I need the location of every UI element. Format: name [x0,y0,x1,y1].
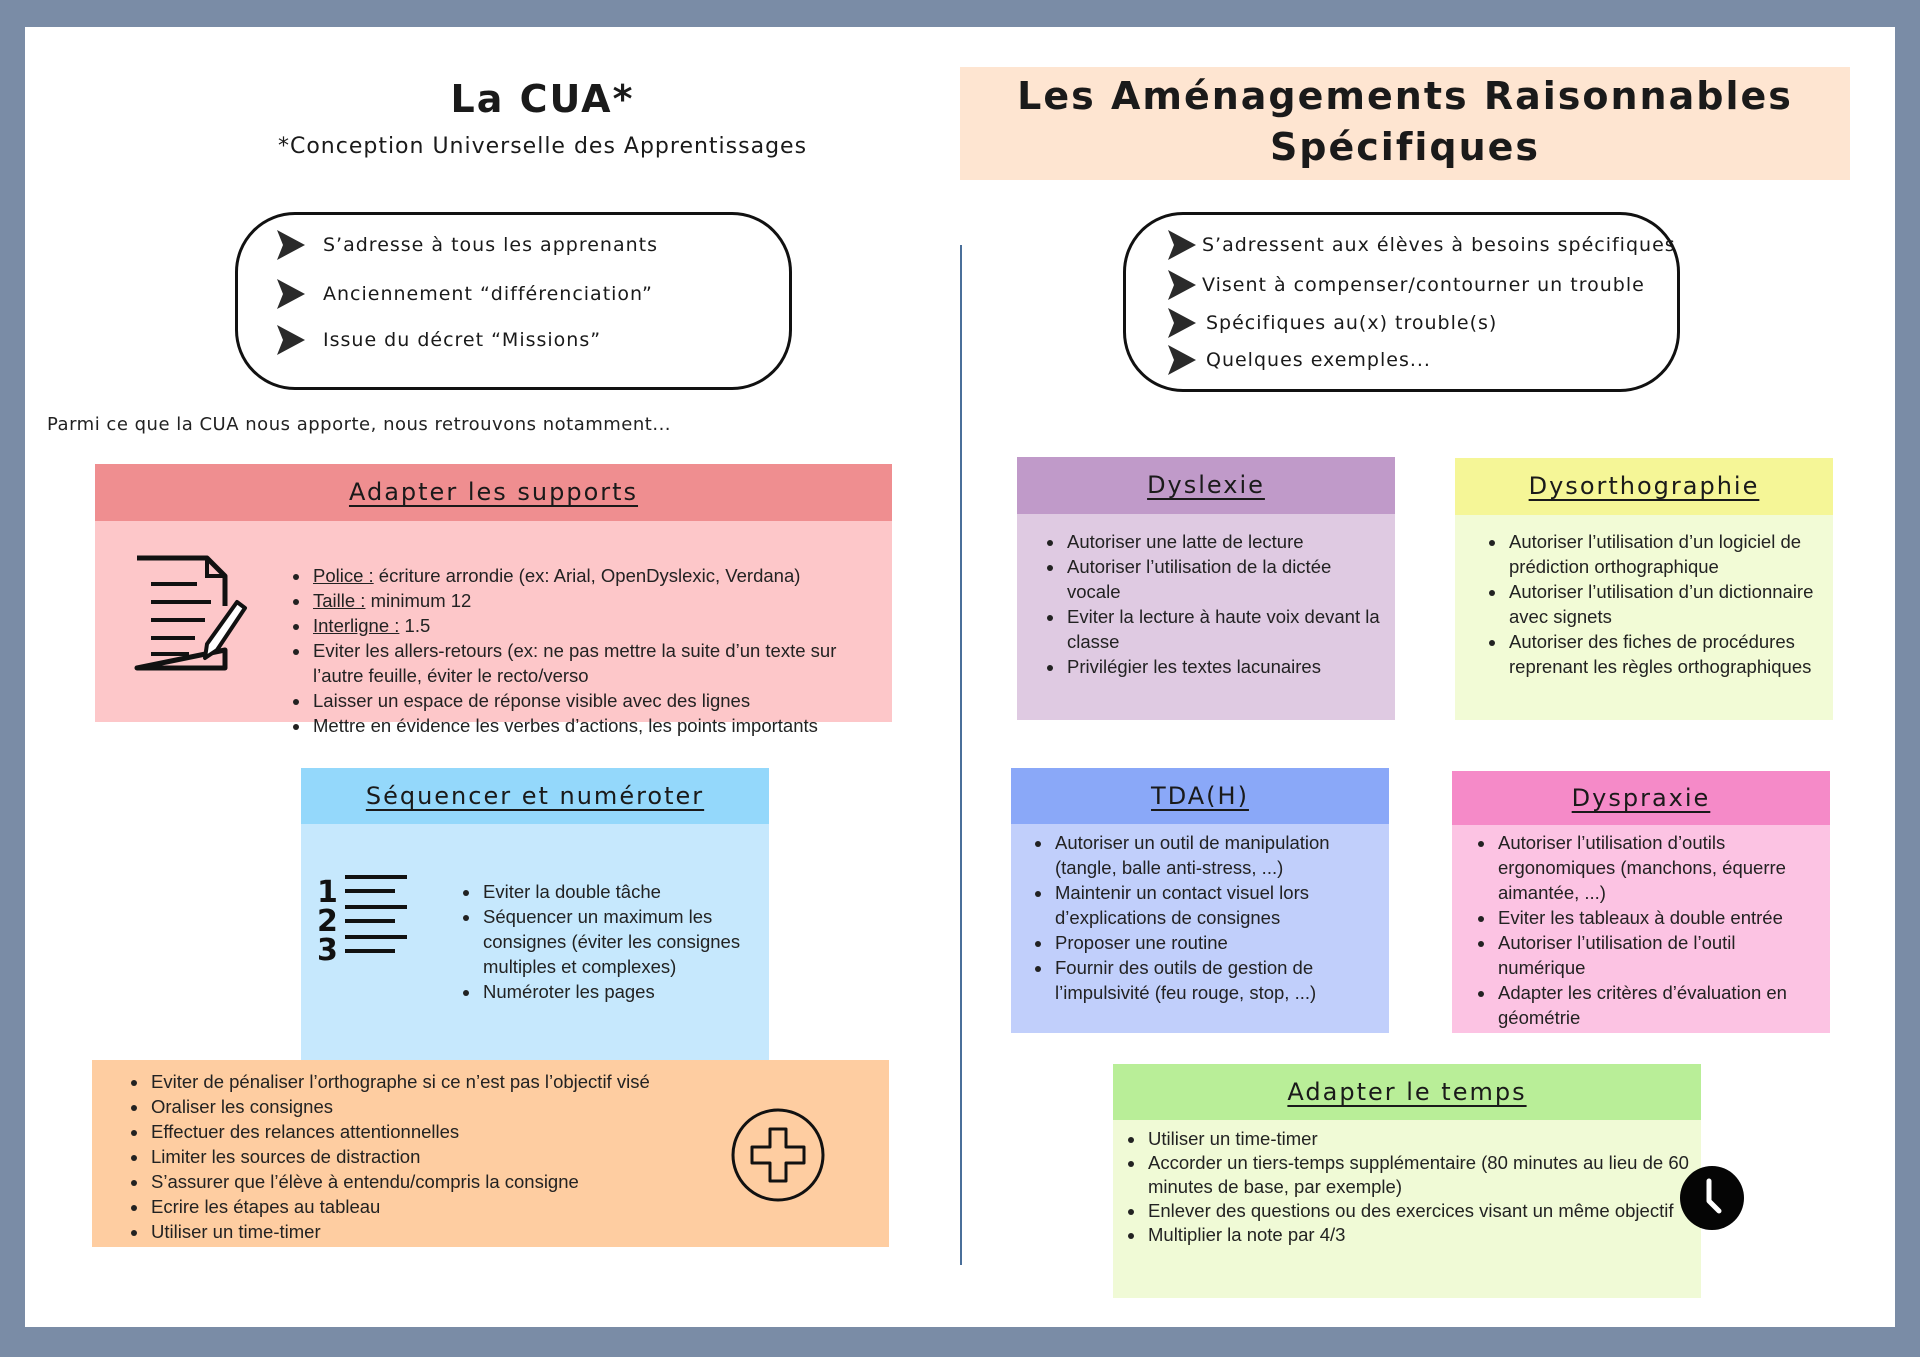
list-item: • Autoriser l’utilisation d’outils ergonomiques (manchons, équerre aimantée, ...) [1496,830,1827,905]
list-item: • Proposer une routine [1053,930,1384,955]
chevron-icon [277,230,305,260]
extra-list [125,1069,745,1244]
list-item: • Eviter les allers-retours (ex: ne pas mettre la suite d’un texte sur l’autre feuille, éviter le recto/verso [311,638,887,688]
dyspraxie-title: Dyspraxie [1571,784,1711,812]
dysortho-card-header [1455,458,1833,515]
temps-list-area [1122,1127,1712,1247]
plus-circle-icon [730,1107,826,1203]
pill-text: Quelques exemples... [1206,349,1431,371]
svg-text:1: 1 [317,875,338,910]
dyspraxie-list [1472,830,1827,1030]
list-item: • Effectuer des relances attentionnelles [149,1119,745,1144]
list-item: • Utiliser un time-timer [149,1219,745,1244]
cua-title: La CUA* [450,77,635,121]
list-item: • Taille : minimum 12 [311,588,887,613]
list-item: • Enlever des questions ou des exercices visant un même objectif [1146,1199,1712,1223]
list-item: • Autoriser un outil de manipulation (tangle, balle anti-stress, ...) [1053,830,1384,880]
list-item: • Ecrire les étapes au tableau [149,1194,745,1219]
temps-card-header [1113,1064,1701,1120]
dysortho-title: Dysorthographie [1528,472,1760,500]
sequencer-card-header [301,768,769,824]
sequencer-list [457,879,757,1004]
cua-subtitle: *Conception Universelle des Apprentissages [277,134,808,159]
list-item: • Autoriser une latte de lecture [1065,529,1386,554]
dysortho-list [1483,529,1828,679]
dyspraxie-list-area [1472,830,1827,1030]
dysortho-list-area [1483,529,1828,679]
list-item: • Eviter les tableaux à double entrée [1496,905,1827,930]
list-item: • Accorder un tiers-temps supplémentaire (80 minutes au lieu de 60 minutes de base, par exemple) [1146,1151,1712,1199]
list-item: • S’assurer que l’élève à entendu/compris la consigne [149,1169,745,1194]
supports-title: Adapter les supports [348,478,639,506]
list-item: • Eviter de pénaliser l’orthographe si ce n’est pas l’objectif visé [149,1069,745,1094]
list-item: • Numéroter les pages [481,979,757,1004]
list-item: • Autoriser des fiches de procédures reprenant les règles orthographiques [1507,629,1828,679]
tdah-title: TDA(H) [1151,782,1249,810]
ars-pill-item-1 [1168,230,1676,260]
dyslexie-list-area [1041,529,1386,679]
pill-text: Issue du décret “Missions” [323,329,602,351]
pill-text: S’adresse à tous les apprenants [323,234,658,256]
tdah-list [1029,830,1384,1005]
list-item: • Limiter les sources de distraction [149,1144,745,1169]
cua-intro-text: Parmi ce que la CUA nous apporte, nous retrouvons notamment... [47,414,672,435]
ars-title-line-1: Les Aménagements Raisonnables [1017,74,1793,118]
clock-icon [1679,1165,1745,1231]
list-item: • Mettre en évidence les verbes d’actions, les points importants [311,713,887,738]
dyspraxie-card-header [1452,771,1830,825]
supports-list [287,563,887,738]
ars-title-line-2: Spécifiques [1269,125,1541,169]
list-item: • Laisser un espace de réponse visible avec des lignes [311,688,887,713]
ars-pill-item-3 [1168,308,1497,338]
pill-text: Visent à compenser/contourner un trouble [1202,274,1645,296]
chevron-icon [1168,345,1196,375]
list-item: • Eviter la lecture à haute voix devant la classe [1065,604,1386,654]
cua-pill-item-3 [277,325,601,355]
list-item: • Police : écriture arrondie (ex: Arial, OpenDyslexic, Verdana) [311,563,887,588]
list-item: • Adapter les critères d’évaluation en géométrie [1496,980,1827,1030]
svg-text:2: 2 [317,904,338,939]
list-item: • Interligne : 1.5 [311,613,887,638]
list-item: • Oraliser les consignes [149,1094,745,1119]
numbered-list-icon [315,869,415,969]
chevron-icon [1168,308,1196,338]
ars-pill-item-4 [1168,345,1431,375]
list-item: • Maintenir un contact visuel lors d’explications de consignes [1053,880,1384,930]
column-divider [960,245,962,1265]
document-pencil-icon [133,554,248,674]
chevron-icon [277,279,305,309]
poster [25,27,1895,1327]
list-item: • Autoriser l’utilisation de la dictée vocale [1065,554,1386,604]
tdah-card-header [1011,768,1389,824]
chevron-icon [1168,270,1196,300]
list-item: • Autoriser l’utilisation d’un logiciel de prédiction orthographique [1507,529,1828,579]
pill-text: S’adressent aux élèves à besoins spécifiques [1202,234,1676,256]
list-item: • Autoriser l’utilisation d’un dictionnaire avec signets [1507,579,1828,629]
list-item: • Utiliser un time-timer [1146,1127,1712,1151]
sequencer-list-area [457,879,757,1004]
supports-list-area [287,563,887,738]
chevron-icon [277,325,305,355]
list-item: • Privilégier les textes lacunaires [1065,654,1386,679]
cua-pill-item-2 [277,279,653,309]
list-item: • Multiplier la note par 4/3 [1146,1223,1712,1247]
list-item: • Fournir des outils de gestion de l’impulsivité (feu rouge, stop, ...) [1053,955,1384,1005]
sequencer-title: Séquencer et numéroter [365,782,705,810]
tdah-list-area [1029,830,1384,1005]
pill-text: Anciennement “différenciation” [323,283,653,305]
svg-text:3: 3 [317,933,338,968]
pill-text: Spécifiques au(x) trouble(s) [1206,312,1498,334]
list-item: • Séquencer un maximum les consignes (éviter les consignes multiples et complexes) [481,904,757,979]
temps-list [1122,1127,1712,1247]
list-item: • Autoriser l’utilisation de l’outil numérique [1496,930,1827,980]
dyslexie-card-header [1017,457,1395,514]
supports-card-header [95,464,892,521]
dyslexie-list [1041,529,1386,679]
cua-pill-item-1 [277,230,658,260]
temps-title: Adapter le temps [1287,1078,1527,1106]
ars-pill-item-2 [1168,270,1645,300]
chevron-icon [1168,230,1196,260]
list-item: • Eviter la double tâche [481,879,757,904]
extra-list-area [125,1069,745,1244]
dyslexie-title: Dyslexie [1147,471,1265,499]
